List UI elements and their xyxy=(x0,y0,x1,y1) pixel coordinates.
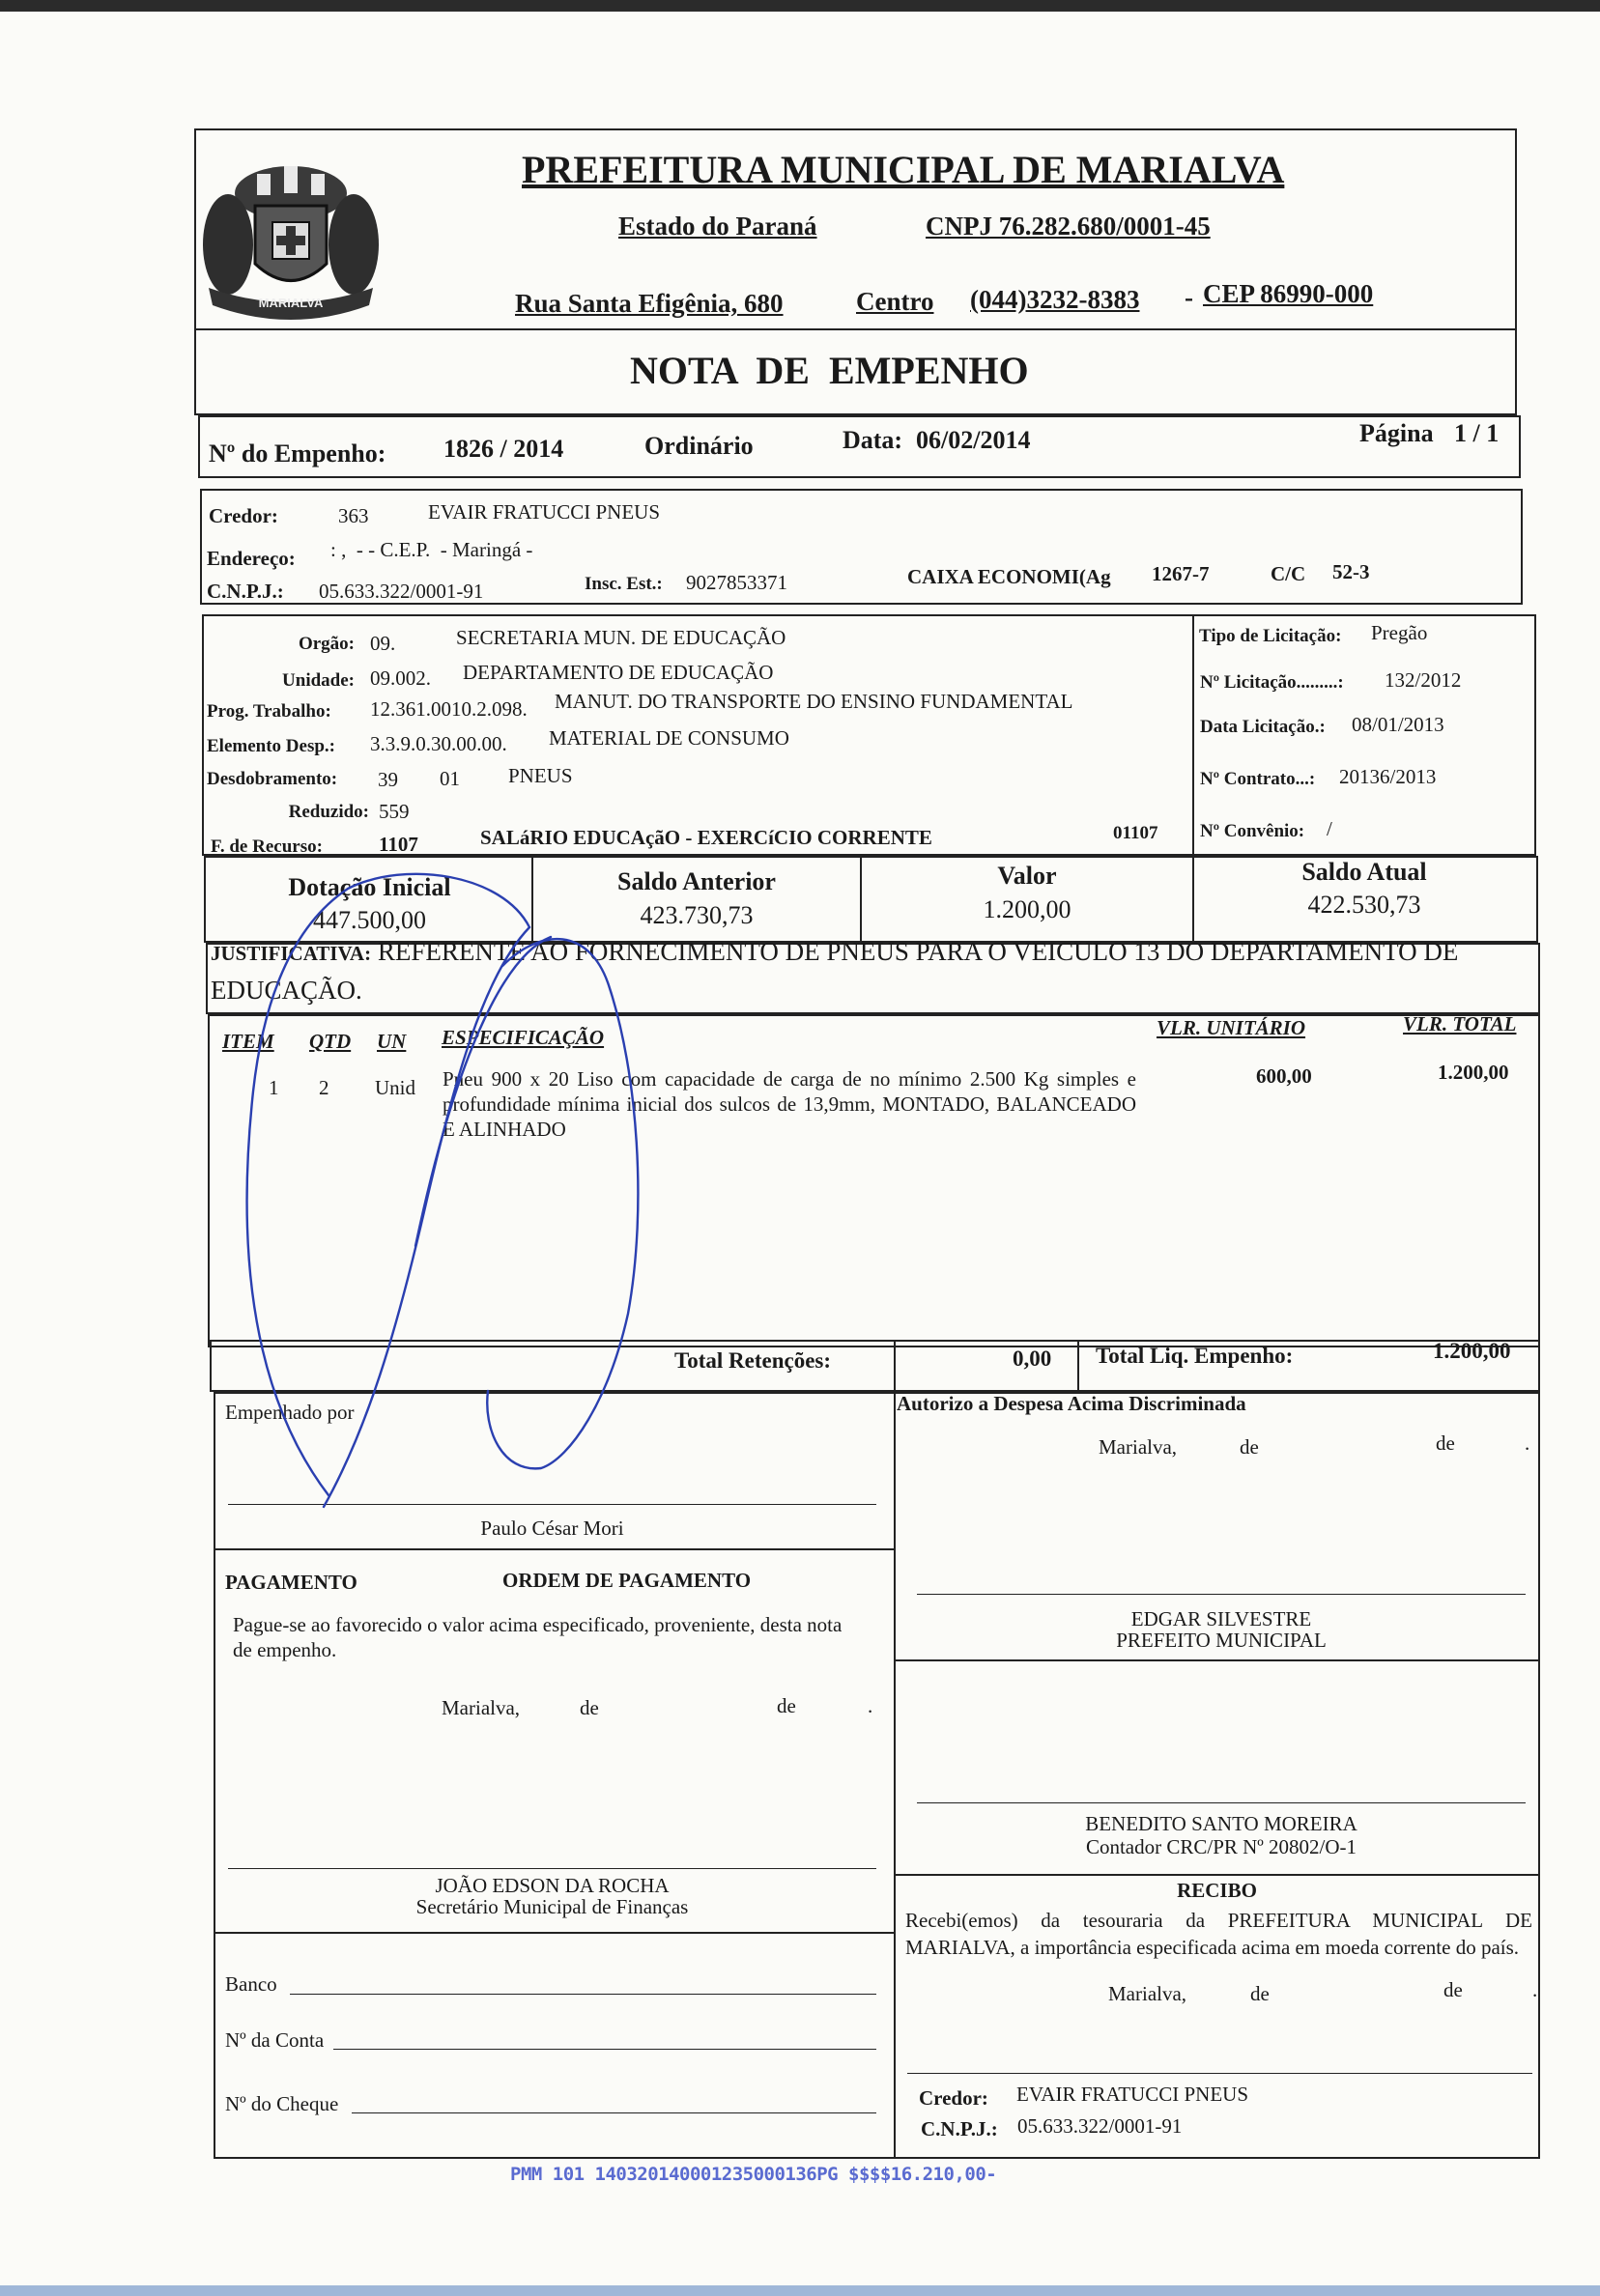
dotacao-label: Dotação Inicial xyxy=(288,873,451,901)
col-item-header: ITEM xyxy=(222,1030,274,1053)
credor-bank: CAIXA ECONOMI(Ag xyxy=(907,565,1111,588)
prefeito-name: EDGAR SILVESTRE xyxy=(1130,1607,1312,1630)
prog-code: 12.361.0010.2.098. xyxy=(370,697,528,721)
valor-value: 1.200,00 xyxy=(983,895,1071,923)
saldo-atual-value: 422.530,73 xyxy=(1307,891,1421,919)
unidade-name: DEPARTAMENTO DE EDUCAÇÃO xyxy=(463,661,774,684)
document-title: NOTA DE EMPENHO xyxy=(630,349,1029,392)
phone-label: (044)3232-8383 xyxy=(970,285,1140,314)
retencoes-label: Total Retenções: xyxy=(674,1348,832,1373)
recibo-credor-cnpj: 05.633.322/0001-91 xyxy=(1017,2114,1183,2138)
recibo-credor-name: EVAIR FRATUCCI PNEUS xyxy=(1016,2083,1248,2106)
credor-cc: 52-3 xyxy=(1332,560,1370,583)
row-un: Unid xyxy=(375,1076,415,1099)
prefeito-role: PREFEITO MUNICIPAL xyxy=(1116,1629,1327,1652)
retencoes-value: 0,00 xyxy=(1013,1346,1052,1371)
credor-name: EVAIR FRATUCCI PNEUS xyxy=(428,500,660,524)
empenho-number-label: Nº do Empenho: xyxy=(209,439,386,468)
page-number: 1 / 1 xyxy=(1454,419,1500,447)
col-total-header: VLR. TOTAL xyxy=(1403,1012,1517,1035)
secretario-name: JOÃO EDSON DA ROCHA xyxy=(435,1874,670,1897)
empenho-date-label: Data: xyxy=(843,426,903,454)
row-spec: Pneu 900 x 20 Liso com capacidade de carga de no mínimo 2.500 Kg simples e profundidade mínima inicial dos sulcos de 13,9mm, MONTADO, BALANCEADO E ALINHADO xyxy=(443,1067,1136,1141)
street-label: Rua Santa Efigênia, 680 xyxy=(515,289,784,318)
row-unit: 600,00 xyxy=(1256,1064,1312,1088)
pagamento-label: PAGAMENTO xyxy=(225,1571,357,1594)
scan-top-edge xyxy=(0,0,1600,12)
col-un-header: UN xyxy=(377,1030,407,1053)
contador-role: Contador CRC/PR Nº 20802/O-1 xyxy=(1085,1835,1357,1858)
conta-label: Nº da Conta xyxy=(225,2028,325,2052)
authentication-stamp: PMM 101 140320140001235000136PG $$$$16.210,00- xyxy=(510,2164,997,2185)
credor-agency: 1267-7 xyxy=(1152,562,1210,585)
desdob-sub: 01 xyxy=(440,767,460,790)
recurso-extra: 01107 xyxy=(1113,823,1158,843)
dotacao-value: 447.500,00 xyxy=(313,906,426,934)
elem-name: MATERIAL DE CONSUMO xyxy=(549,726,789,750)
licitacao-tipo: Pregão xyxy=(1371,621,1428,644)
justificativa-text: REFERENTE AO FORNECIMENTO DE PNEUS PARA O VEICULO 13 DO DEPARTAMENTO DE EDUCAÇÃO. xyxy=(211,937,1459,1005)
licitacao-num: 132/2012 xyxy=(1385,668,1462,692)
ordem-label: ORDEM DE PAGAMENTO xyxy=(502,1569,752,1592)
liq-label: Total Liq. Empenho: xyxy=(1096,1344,1294,1368)
recibo-label: RECIBO xyxy=(1177,1879,1257,1902)
empenho-type: Ordinário xyxy=(644,432,754,460)
cep-label: CEP 86990-000 xyxy=(1203,279,1374,308)
credor-insc: 9027853371 xyxy=(686,571,787,594)
recibo-text: Recebi(emos) da tesouraria da PREFEITURA MUNICIPAL DE MARIALVA, a importância especificada acima em moeda corrente do país. xyxy=(905,1909,1532,1959)
credor-code: 363 xyxy=(338,504,369,527)
coat-of-arms-icon xyxy=(199,153,383,326)
phone-separator: - xyxy=(1185,283,1193,312)
col-unit-header: VLR. UNITÁRIO xyxy=(1157,1016,1306,1039)
credor-cnpj: 05.633.322/0001-91 xyxy=(319,580,484,603)
orgao-name: SECRETARIA MUN. DE EDUCAÇÃO xyxy=(456,626,786,649)
empenho-number: 1826 / 2014 xyxy=(443,435,564,463)
reduzido-value: 559 xyxy=(379,800,410,823)
credor-address: : , - - C.E.P. - Maringá - xyxy=(330,538,533,561)
unidade-code: 09.002. xyxy=(370,666,431,690)
page-label: Página xyxy=(1359,419,1434,447)
secretario-role: Secretário Municipal de Finanças xyxy=(415,1895,689,1918)
licitacao-data: 08/01/2013 xyxy=(1352,713,1444,736)
justificativa: JUSTIFICATIVA: REFERENTE AO FORNECIMENTO DE PNEUS PARA O VEICULO 13 DO DEPARTAMENTO DE EDUCAÇÃO. xyxy=(211,937,1459,1005)
orgao-code: 09. xyxy=(370,632,396,655)
pague-text: Pague-se ao favorecido o valor acima especificado, proveniente, desta nota de empenho. xyxy=(233,1613,843,1661)
desdob-name: PNEUS xyxy=(508,764,573,787)
banco-label: Banco xyxy=(225,1972,277,1996)
desdob-code: 39 xyxy=(378,768,398,791)
autorizo-label: Autorizo a Despesa Acima Discriminada xyxy=(897,1392,1246,1415)
row-qtd: 2 xyxy=(319,1076,329,1099)
cnpj-label: CNPJ 76.282.680/0001-45 xyxy=(926,212,1211,241)
saldo-anterior-label: Saldo Anterior xyxy=(617,867,776,895)
empenhado-name: Paulo César Mori xyxy=(480,1516,624,1540)
contador-name: BENEDITO SANTO MOREIRA xyxy=(1085,1812,1357,1835)
elem-code: 3.3.9.0.30.00.00. xyxy=(370,732,507,755)
row-item: 1 xyxy=(269,1076,279,1099)
liq-value: 1.200,00 xyxy=(1433,1339,1511,1363)
svg-text:MARIALVA: MARIALVA xyxy=(258,296,324,310)
recurso-code: 1107 xyxy=(379,833,418,856)
cheque-label: Nº do Cheque xyxy=(225,2092,339,2115)
col-qtd-header: QTD xyxy=(309,1030,352,1053)
prog-name: MANUT. DO TRANSPORTE DO ENSINO FUNDAMENTAL xyxy=(555,690,1073,713)
licitacao-convenio: / xyxy=(1327,817,1332,840)
valor-label: Valor xyxy=(997,862,1057,890)
empenho-date: 06/02/2014 xyxy=(916,426,1031,454)
licitacao-contrato: 20136/2013 xyxy=(1339,765,1437,788)
recurso-name: SALáRIO EDUCAçãO - EXERCíCIO CORRENTE xyxy=(480,826,932,849)
saldo-atual-label: Saldo Atual xyxy=(1301,858,1427,886)
col-spec-header: ESPECIFICAÇÃO xyxy=(442,1026,605,1049)
state-label: Estado do Paraná xyxy=(618,212,817,241)
row-total: 1.200,00 xyxy=(1438,1061,1509,1084)
saldo-anterior-value: 423.730,73 xyxy=(640,901,754,929)
scan-bottom-edge xyxy=(0,2285,1600,2296)
page-title: PREFEITURA MUNICIPAL DE MARIALVA xyxy=(522,148,1285,191)
district-label: Centro xyxy=(856,287,934,316)
empenhado-label: Empenhado por xyxy=(225,1401,355,1424)
